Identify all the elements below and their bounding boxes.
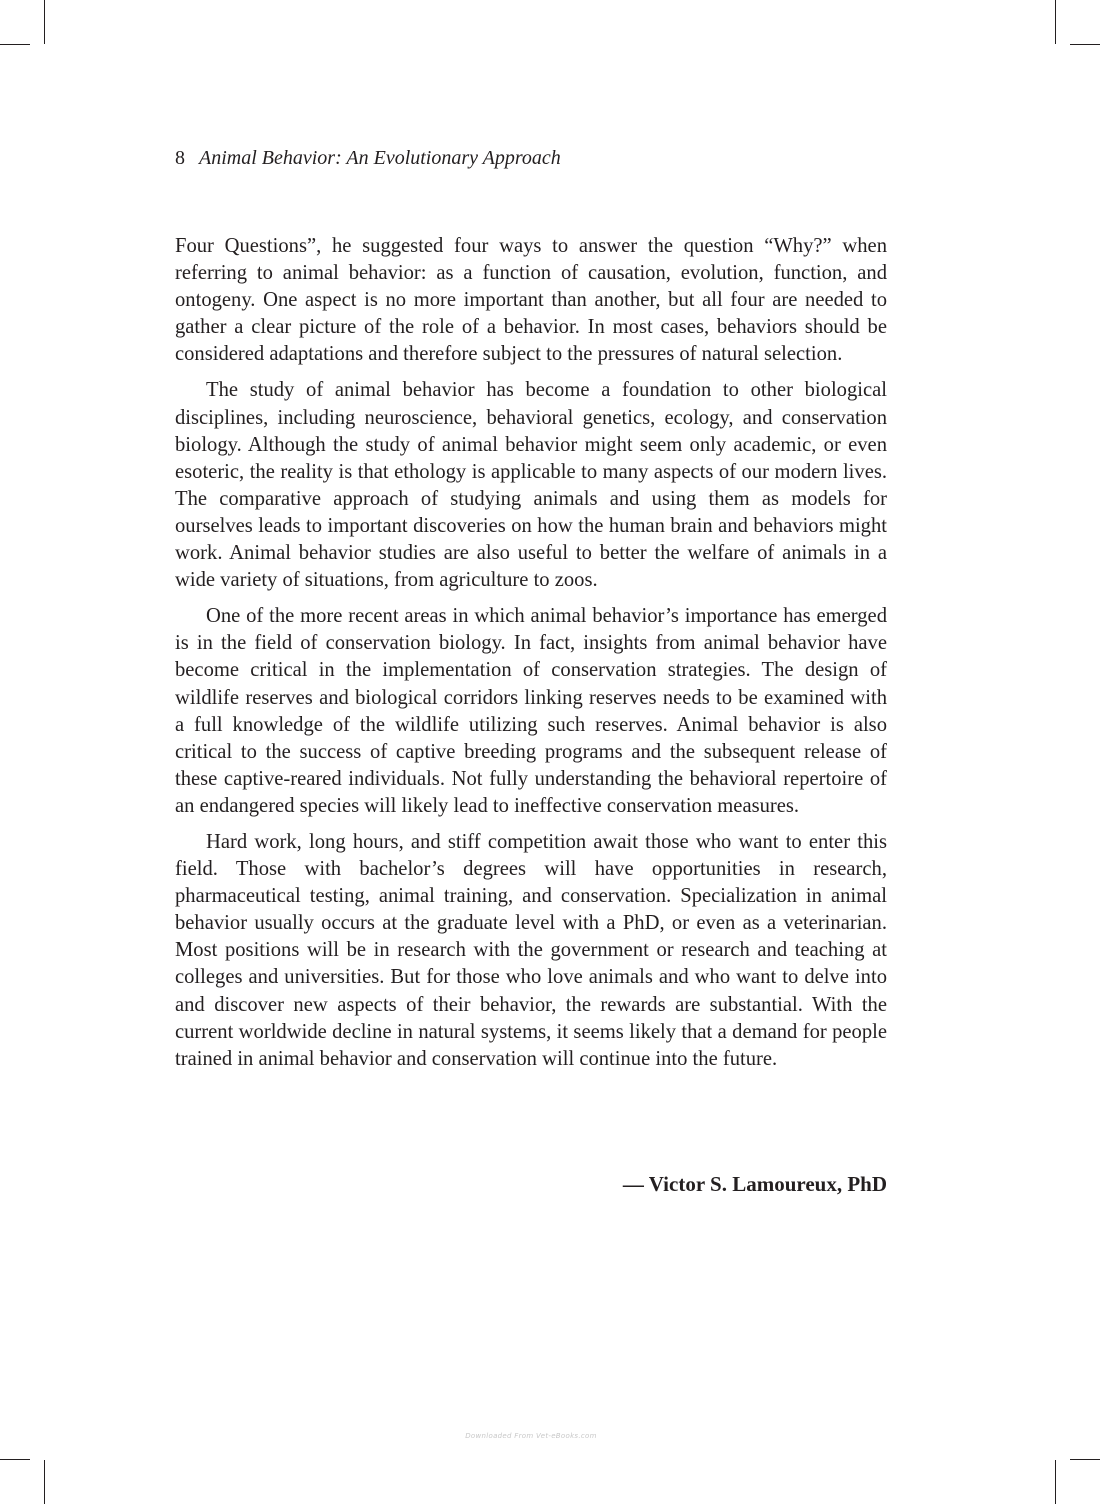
- page-number: 8: [175, 147, 185, 169]
- running-head-title: Animal Behavior: An Evolutionary Approach: [199, 147, 561, 169]
- crop-mark-top-right-horizontal: [1070, 44, 1100, 45]
- crop-mark-top-left-vertical: [44, 0, 45, 44]
- crop-mark-top-right-vertical: [1055, 0, 1056, 44]
- running-head: [175, 145, 561, 171]
- paragraph-2: The study of animal behavior has become a foundation to other biological disciplines, including neuroscience, behavioral genetics, ecology, and conservation biology. Although the study of animal behavior might seem only academic, or even esoteric, the reality is that ethology is applicable to many aspects of our modern lives. The comparative approach of studying animals and using them as models for ourselves leads to important discoveries on how the human brain and behaviors might work. Animal behavior studies are also useful to better the welfare of animals in a wide variety of situations, from agriculture to zoos.: [175, 379, 887, 592]
- author-signature: — Victor S. Lamoureux, PhD: [622, 1172, 887, 1196]
- crop-mark-bottom-left-vertical: [44, 1460, 45, 1504]
- crop-mark-bottom-right-horizontal: [1070, 1459, 1100, 1460]
- paragraph-3: One of the more recent areas in which animal behavior’s importance has emerged is in the field of conservation biology. In fact, insights from animal behavior have become critical in the implementation of conservation strategies. The design of wildlife reserves and biological corridors linking reserves needs to be examined with a full knowledge of the wildlife utilizing such reserves. Animal behavior is also critical to the success of captive breeding programs and the subsequent release of these captive-reared individuals. Not fully understanding the behavioral repertoire of an endangered species will likely lead to ineffective conservation measures.: [175, 605, 887, 817]
- crop-mark-bottom-right-vertical: [1055, 1460, 1056, 1504]
- crop-mark-top-left-horizontal: [0, 44, 30, 45]
- paragraph-4: Hard work, long hours, and stiff competition await those who want to enter this field. Those with bachelor’s degrees will have opportunities in research, pharmaceutical testing, animal training, and conservation. Specialization in animal behavior usually occurs at the graduate level with a PhD, or even as a veterinarian. Most positions will be in research with the government or research and teaching at colleges and universities. But for those who love animals and who want to delve into and discover new aspects of their behavior, the rewards are substantial. With the current worldwide decline in natural systems, it seems likely that a demand for people trained in animal behavior and conservation will continue into the future.: [175, 830, 887, 1070]
- watermark-text: Downloaded From Vet-eBooks.com: [465, 1432, 597, 1440]
- paragraph-1: Four Questions”, he suggested four ways to answer the question “Why?” when referring to animal behavior: as a function of causation, evolution, function, and ontogeny. One aspect is no more important than another, but all four are needed to gather a clear picture of the role of a behavior. In most cases, behaviors should be considered adaptations and therefore subject to the pressures of natural selection.: [175, 235, 887, 366]
- crop-mark-bottom-left-horizontal: [0, 1459, 30, 1460]
- body-text: [175, 233, 887, 1082]
